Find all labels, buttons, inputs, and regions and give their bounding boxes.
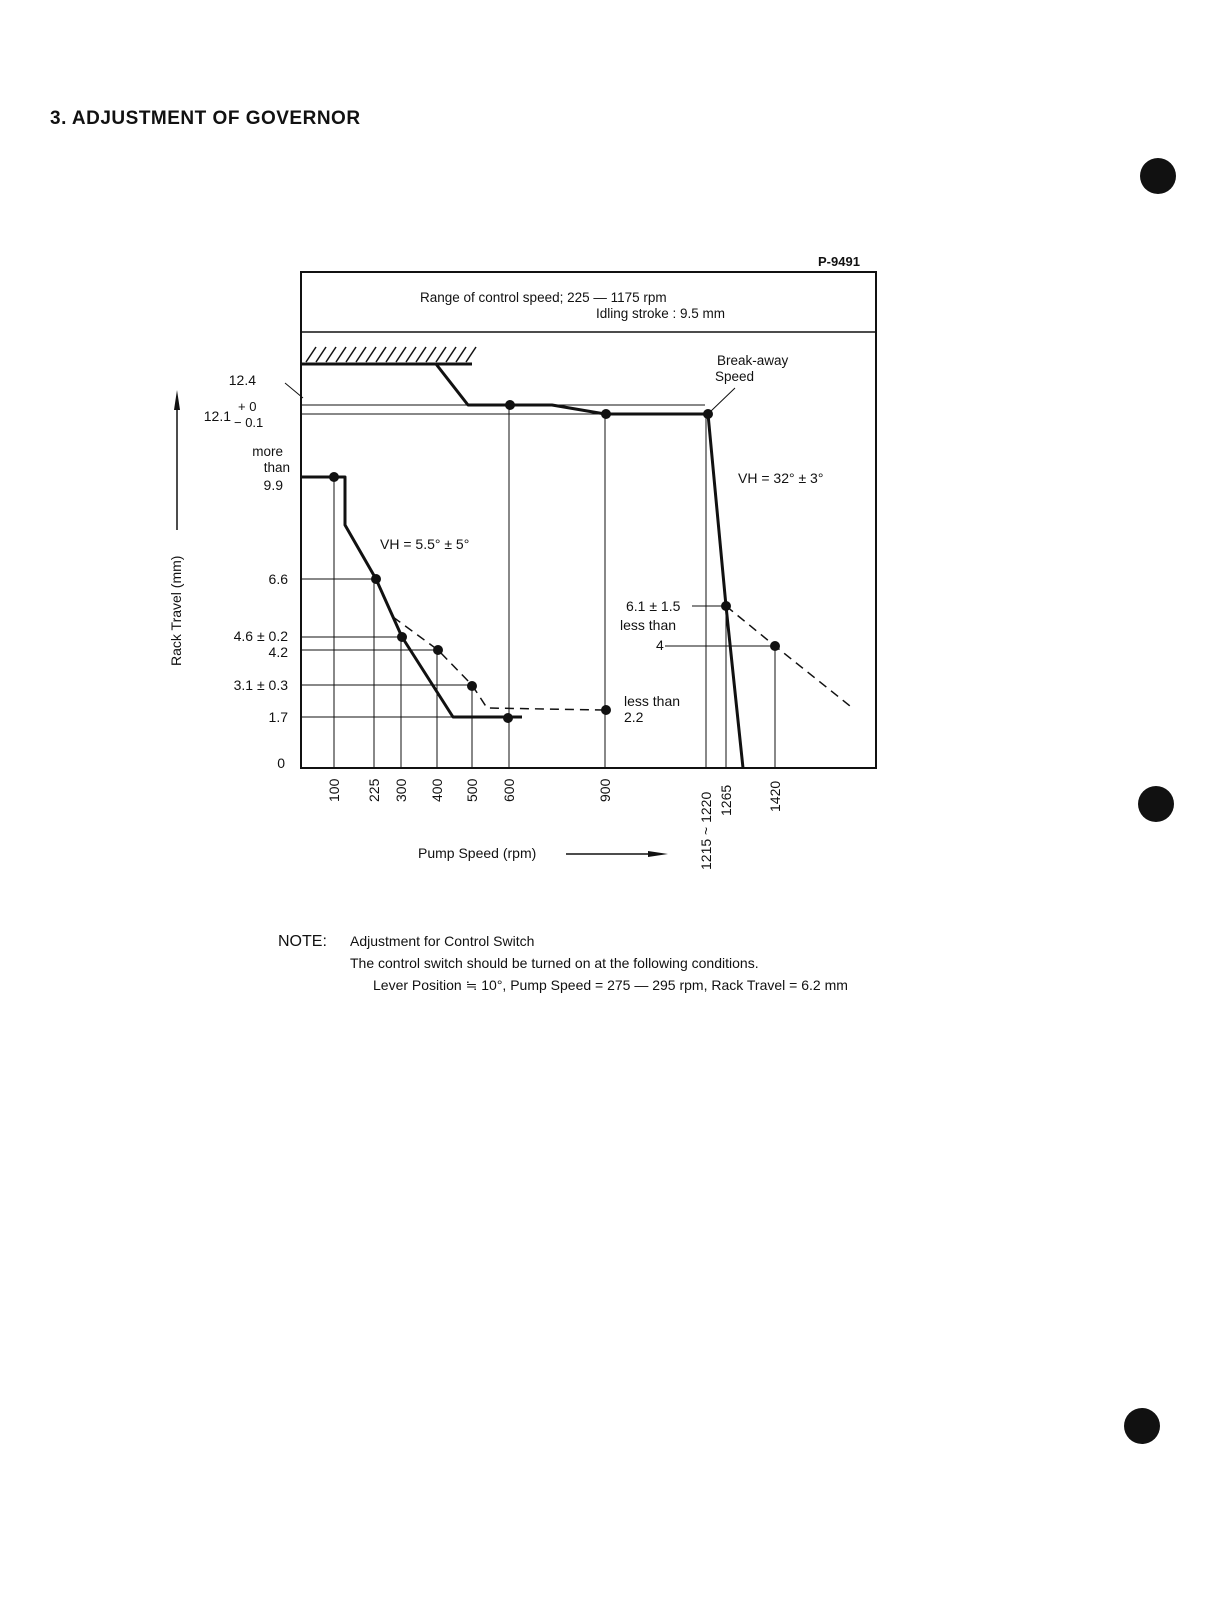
hatch-mark xyxy=(396,347,406,362)
x-tick-1420: 1420 xyxy=(767,780,783,812)
horizontal-leaders xyxy=(301,579,508,717)
hatch-mark xyxy=(456,347,466,362)
y-tick-12-4: 12.4 xyxy=(228,372,256,388)
y-axis-arrow-icon xyxy=(174,390,180,410)
marker-100-9-9 xyxy=(329,472,339,482)
rack-61-label: 6.1 ± 1.5 xyxy=(626,598,681,614)
hatch-mark xyxy=(346,347,356,362)
less-than-4-b: 4 xyxy=(656,637,664,653)
hatch-mark xyxy=(386,347,396,362)
x-tick-500: 500 xyxy=(464,778,480,802)
vertical-drop-lines xyxy=(334,405,775,768)
break-away-label-1: Break-away xyxy=(717,353,789,368)
x-tick-400: 400 xyxy=(429,778,445,802)
hatch-mark xyxy=(436,347,446,362)
marker-900-2-2 xyxy=(601,705,611,715)
punch-hole-icon xyxy=(1124,1408,1160,1444)
x-tick-100: 100 xyxy=(326,778,342,802)
y-tick-more-than-1: more xyxy=(252,444,283,459)
idle-dashed-curve xyxy=(393,617,605,710)
marker-1265-6-1 xyxy=(721,601,731,611)
y-tick-4-6: 4.6 ± 0.2 xyxy=(233,628,288,644)
less-than-22-b: 2.2 xyxy=(624,709,644,725)
header-line2: Idling stroke : 9.5 mm xyxy=(596,306,726,321)
x-tick-1215-1220: 1215 ~ 1220 xyxy=(698,791,714,870)
y-tick-6-6: 6.6 xyxy=(268,571,288,587)
break-away-label-2: Speed xyxy=(715,369,755,384)
less-than-22-a: less than xyxy=(624,693,681,709)
less-than-4-a: less than xyxy=(620,617,677,633)
x-axis-label: Pump Speed (rpm) xyxy=(418,845,537,861)
header-line1: Range of control speed; 225 — 1175 rpm xyxy=(420,290,667,305)
x-tick-1265: 1265 xyxy=(718,784,734,816)
hatch-mark xyxy=(406,347,416,362)
y-axis-label: Rack Travel (mm) xyxy=(168,555,184,666)
note-line-2: The control switch should be turned on at the following conditions. xyxy=(350,955,759,971)
x-axis-arrow-icon xyxy=(648,851,668,857)
y-tick-4-2: 4.2 xyxy=(268,644,288,660)
x-tick-300: 300 xyxy=(393,778,409,802)
x-tick-labels xyxy=(326,778,783,870)
marker-225-6-6 xyxy=(371,574,381,584)
hatch-mark xyxy=(316,347,326,362)
note-line-3: Lever Position ≒ 10°, Pump Speed = 275 — 295 rpm, Rack Travel = 6.2 mm xyxy=(373,977,848,993)
chart-frame xyxy=(301,272,876,768)
hatch-mark xyxy=(326,347,336,362)
marker-900-12-0 xyxy=(601,409,611,419)
hatch-mark xyxy=(336,347,346,362)
marker-600-12-1 xyxy=(505,400,515,410)
break-away-leader xyxy=(710,388,735,412)
hatch-mark xyxy=(416,347,426,362)
y-tick-3-1: 3.1 ± 0.3 xyxy=(233,677,288,693)
y-tick-more-than-2: than xyxy=(263,460,290,475)
full-load-curve xyxy=(436,364,743,768)
section-title: 3. ADJUSTMENT OF GOVERNOR xyxy=(50,108,361,129)
note-block xyxy=(278,930,848,993)
marker-300-4-6 xyxy=(397,632,407,642)
marker-500-3-1 xyxy=(467,681,477,691)
y-tick-more-than-3: 9.9 xyxy=(263,477,283,493)
y-tick-1-7: 1.7 xyxy=(268,709,288,725)
stop-hatch xyxy=(301,347,476,364)
vh-left-label: VH = 5.5° ± 5° xyxy=(380,536,470,552)
y-tick-0: 0 xyxy=(277,755,285,771)
x-tick-600: 600 xyxy=(501,778,517,802)
marker-400-4-2 xyxy=(433,645,443,655)
hatch-mark xyxy=(356,347,366,362)
hatch-mark xyxy=(466,347,476,362)
y-tol-top: + 0 xyxy=(238,399,257,414)
note-line-1: Adjustment for Control Switch xyxy=(350,933,535,949)
breakaway-dashed-curve xyxy=(726,606,850,706)
hatch-mark xyxy=(376,347,386,362)
y-tick-12-1: 12.1 xyxy=(203,408,231,424)
hatch-mark xyxy=(446,347,456,362)
x-tick-225: 225 xyxy=(366,778,382,802)
y-tol-bottom: − 0.1 xyxy=(234,415,264,430)
note-head: NOTE: xyxy=(278,933,327,950)
marker-600-1-7 xyxy=(503,713,513,723)
x-tick-900: 900 xyxy=(597,778,613,802)
hatch-mark xyxy=(366,347,376,362)
hatch-mark xyxy=(306,347,316,362)
figure-id: P-9491 xyxy=(818,254,860,269)
hatch-mark xyxy=(426,347,436,362)
vh-right-label: VH = 32° ± 3° xyxy=(738,470,824,486)
